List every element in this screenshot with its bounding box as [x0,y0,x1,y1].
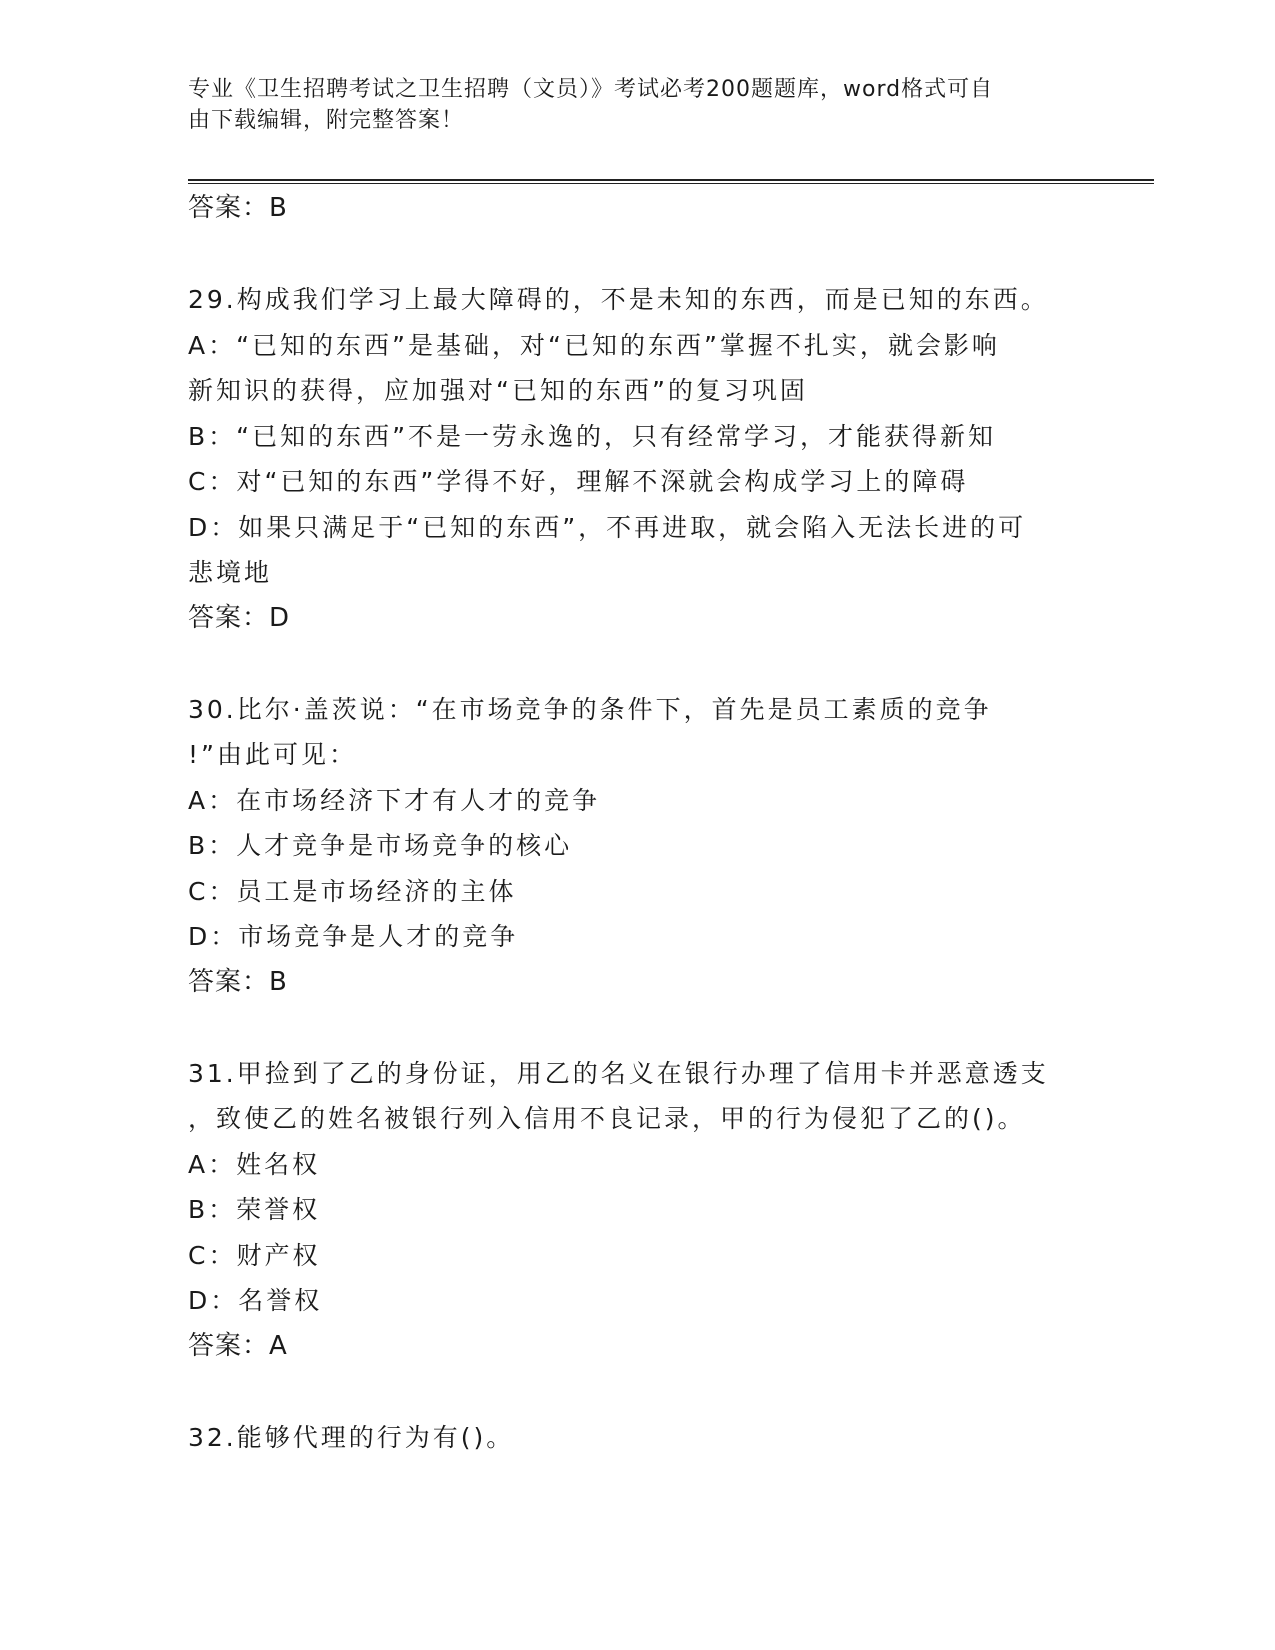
question-list [188,186,1088,1460]
answer-30: 答案：B [188,966,288,997]
question-31-stem-cont: ，致使乙的姓名被银行列入信用不良记录，甲的行为侵犯了乙的()。 [188,1104,1026,1133]
question-31-option-a: A：姓名权 [188,1149,321,1179]
question-31-option-d: D：名誉权 [188,1286,323,1315]
question-30-option-c: C：员工是市场经济的主体 [188,876,517,906]
question-30-option-d: D：市场竞争是人才的竞争 [188,922,519,951]
question-29-option-a: A：“已知的东西”是基础，对“已知的东西”掌握不扎实，就会影响 [188,330,1000,360]
spacer [188,641,1088,687]
question-30-option-b: B：人才竞争是市场竞争的核心 [188,831,573,860]
question-32 [188,1415,1088,1461]
question-30-stem-cont: !”由此可见： [188,740,357,769]
header-line-1: 专业《卫生招聘考试之卫生招聘（文员）》考试必考200题题库，word格式可自 [188,77,994,102]
spacer [188,232,1088,278]
question-31 [188,1051,1088,1370]
answer-28: 答案：B [188,193,288,223]
header-line-2: 由下载编辑，附完整答案！ [188,108,465,133]
question-30 [188,687,1088,1006]
question-30-stem: 30.比尔·盖茨说：“在市场竞争的条件下，首先是员工素质的竞争 [188,694,992,724]
page-header [188,74,1068,136]
answer-29: 答案：D [188,602,291,633]
question-31-option-c: C：财产权 [188,1240,321,1270]
question-30-option-a: A：在市场经济下才有人才的竞争 [188,785,601,815]
question-29-option-c: C：对“已知的东西”学得不好，理解不深就会构成学习上的障碍 [188,467,969,496]
question-29-stem: 29.构成我们学习上最大障碍的，不是未知的东西，而是已知的东西。 [188,285,1049,314]
question-29 [188,277,1088,641]
spacer [188,1369,1088,1415]
spacer [188,1005,1088,1051]
answer-31: 答案：A [188,1330,288,1361]
question-29-option-a-cont: 新知识的获得，应加强对“已知的东西”的复习巩固 [188,376,808,405]
question-31-stem: 31.甲捡到了乙的身份证，用乙的名义在银行办理了信用卡并恶意透支 [188,1058,1049,1088]
question-31-option-b: B：荣誉权 [188,1195,321,1224]
question-29-option-d-cont: 悲境地 [188,558,273,587]
question-29-option-d: D：如果只满足于“已知的东西”，不再进取，就会陷入无法长进的可 [188,512,1027,542]
header-divider [188,179,1154,184]
question-32-stem: 32.能够代理的行为有()。 [188,1422,515,1452]
question-29-option-b: B：“已知的东西”不是一劳永逸的，只有经常学习，才能获得新知 [188,421,997,451]
